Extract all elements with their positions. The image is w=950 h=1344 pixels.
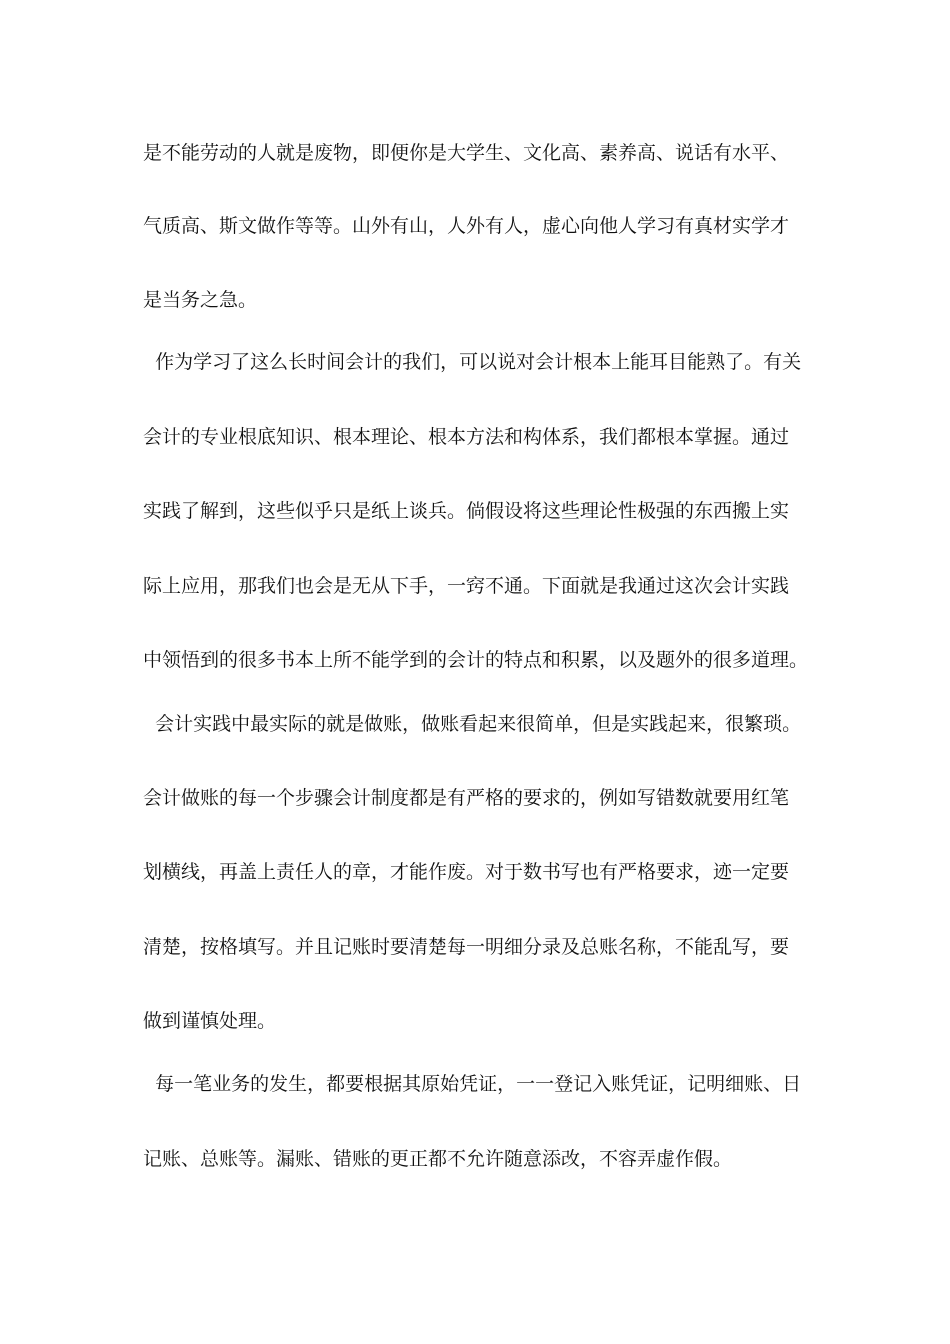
text-line: 每一笔业务的发生，都要根据其原始凭证，一一登记入账凭证，记明细账、日 xyxy=(143,1073,802,1095)
text-line: 清楚，按格填写。并且记账时要清楚每一明细分录及总账名称，不能乱写，要 xyxy=(143,936,790,958)
text-line: 划横线，再盖上责任人的章，才能作废。对于数书写也有严格要求，迹一定要 xyxy=(143,861,790,883)
text-line: 会计实践中最实际的就是做账，做账看起来很简单，但是实践起来，很繁琐。 xyxy=(143,713,802,735)
text-line: 是不能劳动的人就是废物，即便你是大学生、文化高、素养高、说话有水平、 xyxy=(143,142,790,164)
text-line: 是当务之急。 xyxy=(143,289,258,311)
text-line: 会计做账的每一个步骤会计制度都是有严格的要求的，例如写错数就要用红笔 xyxy=(143,787,790,809)
text-line: 中领悟到的很多书本上所不能学到的会计的特点和积累，以及题外的很多道理。 xyxy=(143,649,809,671)
text-line: 做到谨慎处理。 xyxy=(143,1010,277,1032)
text-line: 记账、总账等。漏账、错账的更正都不允许随意添改，不容弄虚作假。 xyxy=(143,1148,733,1170)
text-line: 实践了解到，这些似乎只是纸上谈兵。倘假设将这些理论性极强的东西搬上实 xyxy=(143,500,790,522)
text-line: 气质高、斯文做作等等。山外有山，人外有人，虚心向他人学习有真材实学才 xyxy=(143,215,790,237)
text-line: 会计的专业根底知识、根本理论、根本方法和构体系，我们都根本掌握。通过 xyxy=(143,426,790,448)
text-line: 际上应用，那我们也会是无从下手，一窍不通。下面就是我通过这次会计实践 xyxy=(143,575,790,597)
text-line: 作为学习了这么长时间会计的我们，可以说对会计根本上能耳目能熟了。有关 xyxy=(143,351,802,373)
